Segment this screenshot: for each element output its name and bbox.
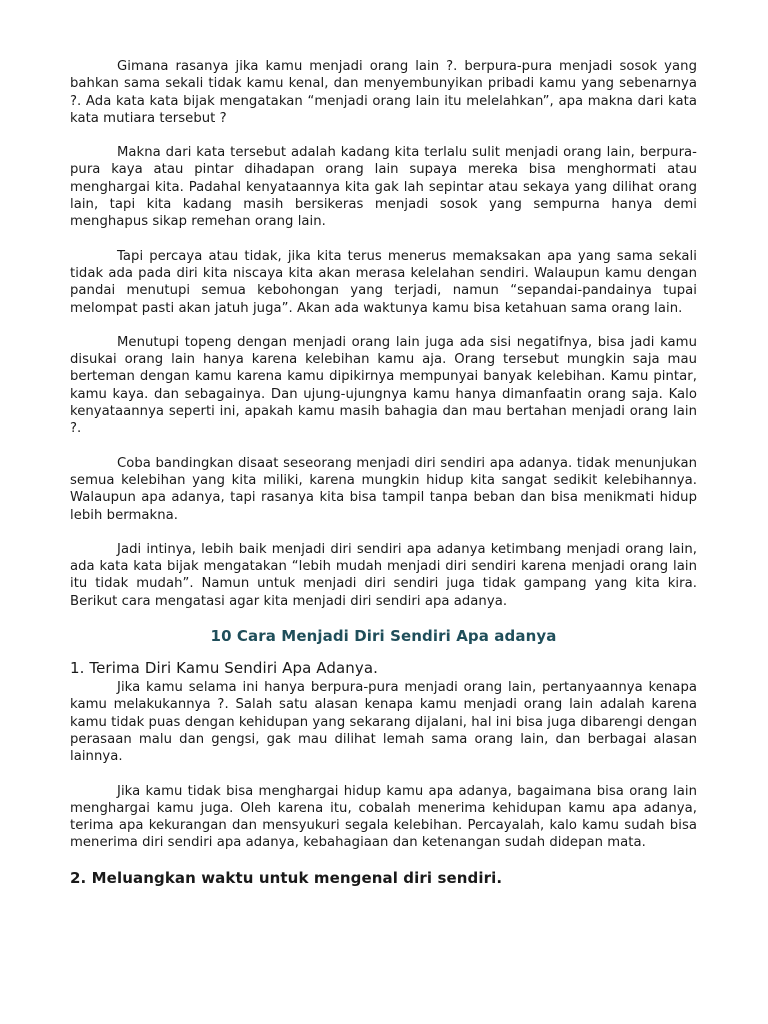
item-1-paragraph-1: Jika kamu selama ini hanya berpura-pura menjadi orang lain, pertanyaannya kenapa kamu melakukannya ?. Salah satu alasan kenapa kamu menjadi orang lain adalah karena kamu tidak puas dengan kehidupan yang sekarang dijalani, hal ini bisa juga dibarengi dengan perasaan malu dan gengsi, gak mau dilihat lemah sama orang lain, dan berbagai alasan lainnya. [70, 680, 697, 765]
intro-paragraph-6: Jadi intinya, lebih baik menjadi diri sendiri apa adanya ketimbang menjadi orang lain, ada kata kata bijak mengatakan “lebih mudah menjadi diri sendiri karena menjadi orang lain itu tidak mudah”. Namun untuk menjadi diri sendiri juga tidak gampang yang kita kira. Berikut cara mengatasi agar kita menjadi diri sendiri apa adanya. [70, 541, 697, 609]
item-1-heading: 1. Terima Diri Kamu Sendiri Apa Adanya. [70, 659, 379, 678]
document-page [70, 58, 697, 889]
item-1-paragraph-2: Jika kamu tidak bisa menghargai hidup kamu apa adanya, bagaimana bisa orang lain menghargai kamu juga. Oleh karena itu, cobalah menerima kehidupan kamu apa adanya, terima apa kekurangan dan mensyukuri segala kelebihan. Percayalah, kalo kamu sudah bisa menerima diri sendiri apa adanya, kebahagiaan dan ketenangan sudah didepan mata. [70, 783, 697, 851]
intro-paragraph-3: Tapi percaya atau tidak, jika kita terus menerus memaksakan apa yang sama sekali tidak ada pada diri kita niscaya kita akan merasa kelelahan sendiri. Walaupun kamu dengan pandai menutupi semua kebohongan yang terjadi, namun “sepandai-pandainya tupai melompat pasti akan jatuh juga”. Akan ada waktunya kamu bisa ketahuan sama orang lain. [70, 248, 697, 316]
intro-paragraph-4: Menutupi topeng dengan menjadi orang lain juga ada sisi negatifnya, bisa jadi kamu disukai orang lain hanya karena kelebihan kamu aja. Orang tersebut mungkin saja mau berteman dengan kamu karena kamu dipikirnya mempunyai banyak kelebihan. Kamu pintar, kamu kaya. dan sebagainya. Dan ujung-ujungnya kamu hanya dimanfaatin orang saja. Kalo kenyataannya seperti ini, apakah kamu masih bahagia dan mau bertahan menjadi orang lain ?. [70, 334, 697, 437]
item-2-heading: 2. Meluangkan waktu untuk mengenal diri sendiri. [70, 868, 503, 887]
intro-paragraph-1: Gimana rasanya jika kamu menjadi orang lain ?. berpura-pura menjadi sosok yang bahkan sama sekali tidak kamu kenal, dan menyembunyikan pribadi kamu yang sebenarnya ?. Ada kata kata bijak mengatakan “menjadi orang lain itu melelahkan”, apa makna dari kata kata mutiara tersebut ? [70, 59, 697, 126]
intro-paragraph-5: Coba bandingkan disaat seseorang menjadi diri sendiri apa adanya. tidak menunjukan semua kelebihan yang kita miliki, karena mungkin hidup kita sangat sedikit kelebihannya. Walaupun apa adanya, tapi rasanya kita bisa tampil tanpa beban dan bisa menikmati hidup lebih bermakna. [70, 455, 697, 523]
section-title: 10 Cara Menjadi Diri Sendiri Apa adanya [210, 627, 557, 646]
intro-paragraph-2: Makna dari kata tersebut adalah kadang kita terlalu sulit menjadi orang lain, berpura-pura kaya atau pintar dihadapan orang lain supaya mereka bisa menghormati atau menghargai kita. Padahal kenyataannya kita gak lah sepintar atau sekaya yang dilihat orang lain, tapi kita kadang masih bersikeras menjadi sosok yang sempurna hanya demi menghapus sikap remehan orang lain. [70, 145, 697, 230]
